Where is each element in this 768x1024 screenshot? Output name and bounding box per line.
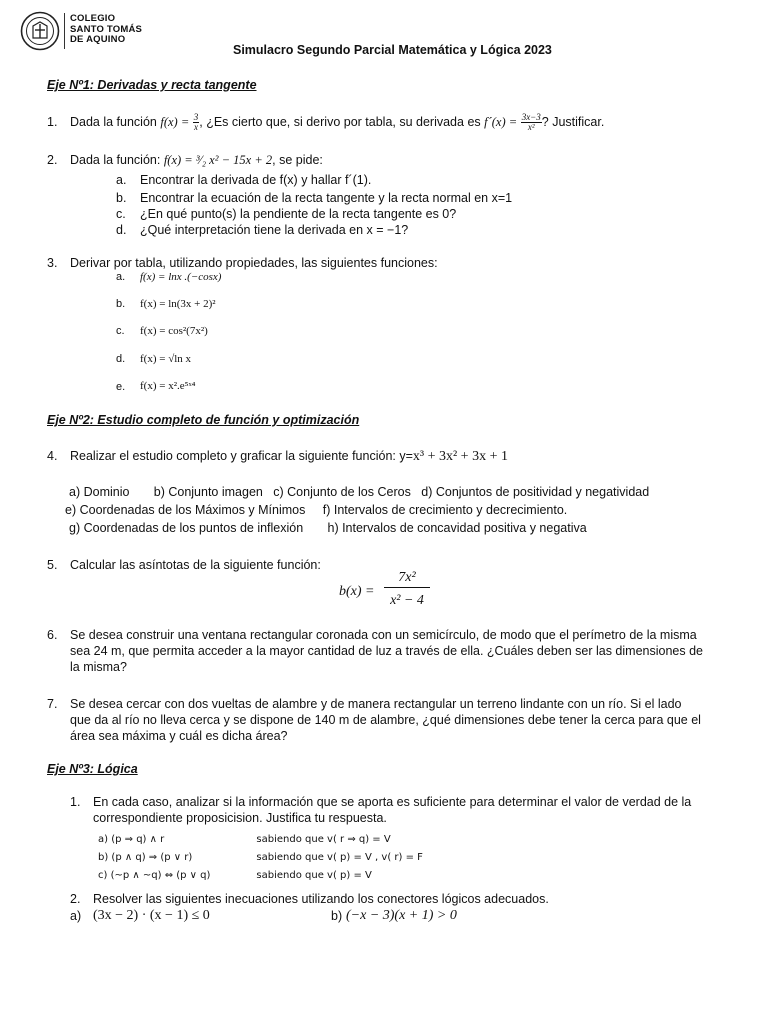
q3-item-b-label: b. [116, 298, 126, 310]
school-logo [20, 10, 148, 52]
q6-line-2: sea 24 m, que permita acceder a la mayor cantidad de luz a través de ella. ¿Cuáles deben ser las dimensiones de [70, 644, 703, 658]
q2-item-c-label: c. [116, 207, 126, 221]
q1-deriv-num: 3x−3 [521, 112, 541, 123]
eje1-heading: Eje Nº1: Derivadas y recta tangente [47, 78, 257, 92]
table-row [98, 867, 427, 885]
q2-item-c-text: ¿En qué punto(s) la pendiente de la recta tangente es 0? [140, 207, 457, 221]
q5-number: 5. [47, 558, 58, 572]
q2-number: 2. [47, 153, 58, 167]
q3-item-d-expr: f(x) = √ln x [140, 353, 192, 365]
q2-func: f(x) = ³⁄₂ x² − 15x + 2 [163, 153, 273, 167]
q3-item-e-label: e. [116, 381, 126, 393]
table-row [98, 831, 427, 849]
q5-numerator: 7x² [384, 570, 430, 588]
q1-deriv-fraction [521, 113, 542, 132]
q1-func-lhs: f(x) = [160, 115, 190, 129]
q7-line-1: Se desea cercar con dos vueltas de alambre y de manera rectangular un terreno lindante con un río. Si el lado [70, 697, 682, 711]
q4-expr: x³ + 3x² + 3x + 1 [412, 449, 508, 464]
eje3-heading: Eje Nº3: Lógica [47, 762, 138, 776]
logo-line-2: SANTO TOMÁS [70, 23, 143, 35]
q3-item-e-expr: f(x) = x².e⁵ˣ⁴ [140, 380, 196, 392]
q5-text: Calcular las asíntotas de la siguiente función: [70, 558, 321, 572]
q2-item-a-text: Encontrar la derivada de f(x) y hallar f´(1). [140, 173, 372, 187]
l2-text: Resolver las siguientes inecuaciones utilizando los conectores lógicos adecuados. [93, 892, 549, 906]
q3-item-d-label: d. [116, 353, 126, 365]
q2-item-b-label: b. [116, 191, 127, 205]
cond-b: sabiendo que v( p) = V , v( r) = F [256, 852, 423, 863]
l2-b-expr: (−x − 3)(x + 1) > 0 [346, 908, 457, 923]
q7-line-2: que da al río no lleva cerca y se dispone de 140 m de alambre, ¿qué dimensiones debe tener la cerca para que el [70, 713, 701, 727]
prop-b: b) (p ∧ q) ⇒ (p ∨ r) [98, 852, 193, 863]
q1-frac-num: 3 [193, 112, 199, 123]
q3-item-a-label: a. [116, 271, 126, 283]
cond-a: sabiendo que v( r ⇒ q) = V [256, 834, 391, 845]
q2-text-a: Dada la función: [70, 153, 161, 167]
q2-item-d-text: ¿Qué interpretación tiene la derivada en x = −1? [140, 223, 409, 237]
q4-options-row-2: e) Coordenadas de los Máximos y Mínimos f) Intervalos de crecimiento y decrecimiento. [65, 503, 568, 517]
page-title: Simulacro Segundo Parcial Matemática y Lógica 2023 [233, 43, 552, 57]
q1-deriv-den: x² [527, 122, 535, 133]
l1-line-1: En cada caso, analizar si la información que se aporta es suficiente para determinar el valor de verdad de la [93, 795, 692, 809]
q4-text-main: Realizar el estudio completo y graficar la siguiente función: y= [70, 449, 413, 463]
logo-divider [64, 13, 65, 49]
q2-text-b: , se pide: [272, 153, 323, 167]
q6-number: 6. [47, 628, 58, 642]
q3-number: 3. [47, 256, 58, 270]
q4-options-row-3: g) Coordenadas de los puntos de inflexión h) Intervalos de concavidad positiva y negativa [69, 521, 587, 535]
l1-line-2: correspondiente proposicision. Justifica tu respuesta. [93, 811, 387, 825]
q4-text [70, 449, 508, 465]
q2-item-a-label: a. [116, 173, 127, 187]
l2-a-label: a) [70, 909, 82, 923]
q1-number: 1. [47, 115, 58, 129]
q1-frac-den: x [194, 122, 198, 133]
logo-line-3: DE AQUINO [70, 34, 126, 45]
q1-text-a: Dada la función [70, 115, 157, 129]
l2-a-expr: (3x − 2) · (x − 1) ≤ 0 [93, 908, 210, 923]
q1-text [70, 109, 604, 135]
logo-text [70, 14, 142, 46]
q3-item-c-label: c. [116, 325, 125, 337]
q1-deriv-lhs: f´(x) = [484, 115, 518, 129]
q6-line-3: la misma? [70, 660, 127, 674]
q2-item-b-text: Encontrar la ecuación de la recta tangente y la recta normal en x=1 [140, 191, 513, 205]
cond-c: sabiendo que v( p) = V [256, 870, 372, 881]
q3-item-a-expr: f(x) = lnx .(−cosx) [140, 271, 222, 283]
q3-text: Derivar por tabla, utilizando propiedades, las siguientes funciones: [70, 256, 438, 270]
q3-item-b-expr: f(x) = ln(3x + 2)² [140, 298, 216, 310]
q7-number: 7. [47, 697, 58, 711]
l1-number: 1. [70, 795, 81, 809]
l2-number: 2. [70, 892, 81, 906]
table-row [98, 849, 427, 867]
logo-line-1: COLEGIO [70, 13, 116, 24]
q3-item-c-expr: f(x) = cos²(7x²) [140, 325, 208, 337]
logic-propositions-table [98, 831, 427, 885]
q6-line-1: Se desea construir una ventana rectangular coronada con un semicírculo, de modo que el perímetro de la misma [70, 628, 697, 642]
school-crest-icon [20, 11, 60, 51]
q7-line-3: área sea máxima y cuál es dicha área? [70, 729, 288, 743]
q2-text [70, 153, 323, 168]
prop-c: c) (~p ∧ ~q) ⇔ (p ∨ q) [98, 870, 211, 881]
q1-text-c: ? Justificar. [541, 115, 605, 129]
prop-a: a) (p ⇒ q) ∧ r [98, 834, 165, 845]
q2-item-d-label: d. [116, 223, 127, 237]
l2-b-label: b) [331, 909, 343, 923]
q5-lhs: b(x) = [339, 584, 375, 599]
q5-denominator: x² − 4 [390, 593, 424, 608]
q1-text-b: , ¿Es cierto que, si derivo por tabla, su derivada es [199, 115, 481, 129]
q4-number: 4. [47, 449, 58, 463]
q4-options-row-1: a) Dominio b) Conjunto imagen c) Conjunto de los Ceros d) Conjuntos de positividad y negatividad [69, 485, 650, 499]
eje2-heading: Eje Nº2: Estudio completo de función y optimización [47, 413, 360, 427]
